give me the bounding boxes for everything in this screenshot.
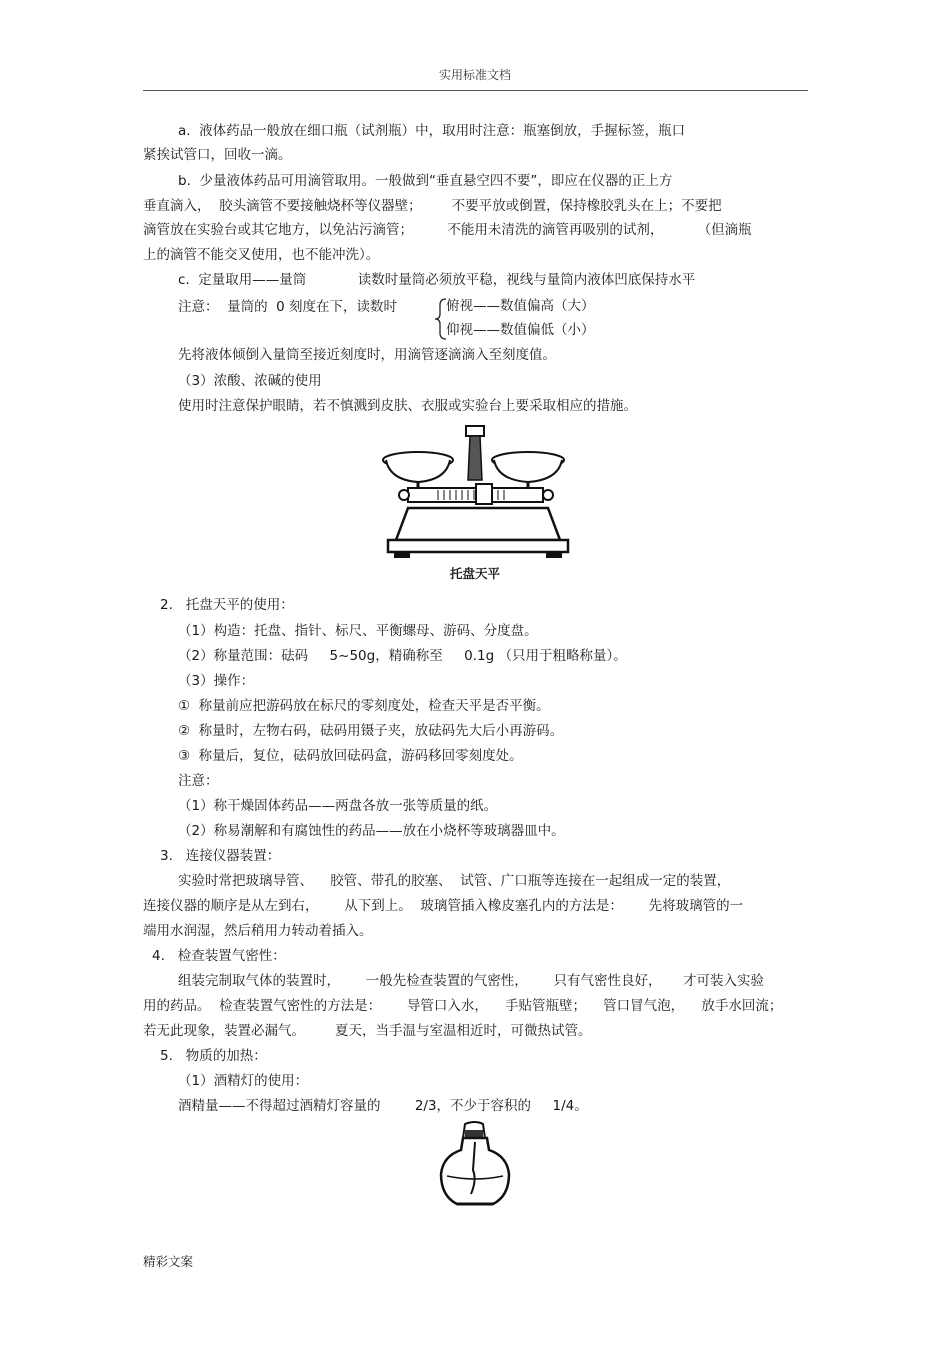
header-rule bbox=[143, 90, 808, 91]
text-line: 连接仪器的顺序是从左到右， 从下到上。 玻璃管插入橡皮塞孔内的方法是： 先将玻璃管的一 bbox=[143, 898, 744, 914]
text-line: c. 定量取用——量筒 读数时量筒必须放平稳，视线与量筒内液体凹底保持水平 bbox=[178, 272, 696, 288]
text-line: （1）酒精灯的使用： bbox=[178, 1073, 309, 1089]
text-line: 使用时注意保护眼睛，若不慎溅到皮肤、衣服或实验台上要采取相应的措施。 bbox=[178, 398, 637, 414]
text-line: 注意： bbox=[178, 773, 219, 789]
text-line: （1）称干燥固体药品——两盘各放一张等质量的纸。 bbox=[178, 798, 498, 814]
text-line: 酒精量——不得超过酒精灯容量的 2/3，不少于容积的 1/4。 bbox=[178, 1098, 588, 1114]
balance-caption: 托盘天平 bbox=[450, 566, 501, 581]
text-line: 垂直滴入， 胶头滴管不要接触烧杯等仪器壁； 不要平放或倒置，保持橡胶乳头在上；不要把 bbox=[143, 198, 722, 214]
text-line: 3. 连接仪器装置： bbox=[160, 848, 281, 864]
text-line: 实验时常把玻璃导管、 胶管、带孔的胶塞、 试管、广口瓶等连接在一起组成一定的装置， bbox=[178, 873, 731, 889]
text-line: （2）称量范围：砝码 5~50g，精确称至 0.1g （只用于粗略称量）。 bbox=[178, 648, 627, 664]
text-line: （1）构造：托盘、指针、标尺、平衡螺母、游码、分度盘。 bbox=[178, 623, 538, 639]
text-line: 2. 托盘天平的使用： bbox=[160, 597, 294, 613]
text-line: 先将液体倾倒入量筒至接近刻度时，用滴管逐滴滴入至刻度值。 bbox=[178, 347, 556, 363]
text-line: 紧挨试管口，回收一滴。 bbox=[143, 147, 292, 163]
text-line: 若无此现象，装置必漏气。 夏天，当手温与室温相近时，可微热试管。 bbox=[143, 1023, 592, 1039]
text-line: 滴管放在实验台或其它地方，以免沾污滴管； 不能用未清洗的滴管再吸别的试剂， （但滴瓶 bbox=[143, 222, 752, 238]
text-line: （2）称易潮解和有腐蚀性的药品——放在小烧杯等玻璃器皿中。 bbox=[178, 823, 565, 839]
text-line: （3）操作： bbox=[178, 673, 255, 689]
text-line: 俯视——数值偏高（大） bbox=[446, 298, 595, 314]
text-line: a. 液体药品一般放在细口瓶（试剂瓶）中，取用时注意：瓶塞倒放，手握标签，瓶口 bbox=[178, 123, 686, 139]
text-line: ② 称量时，左物右码，砝码用镊子夹，放砝码先大后小再游码。 bbox=[178, 723, 564, 739]
balance-illustration bbox=[378, 420, 578, 570]
page-footer: 精彩文案 bbox=[143, 1254, 194, 1269]
page-header: 实用标准文档 bbox=[438, 68, 511, 82]
text-line: 上的滴管不能交叉使用，也不能冲洗）。 bbox=[143, 247, 380, 263]
alcohol-lamp-illustration bbox=[435, 1120, 515, 1210]
text-line: 用的药品。 检查装置气密性的方法是： 导管口入水， 手贴管瓶壁； 管口冒气泡， 放手水回流； bbox=[143, 998, 783, 1014]
text-line: 仰视——数值偏低（小） bbox=[446, 322, 595, 338]
text-line: ① 称量前应把游码放在标尺的零刻度处，检查天平是否平衡。 bbox=[178, 698, 550, 714]
text-line: ③ 称量后，复位，砝码放回砝码盒，游码移回零刻度处。 bbox=[178, 748, 523, 764]
text-line: b. 少量液体药品可用滴管取用。一般做到“垂直悬空四不要”，即应在仪器的正上方 bbox=[178, 173, 673, 189]
brace-icon bbox=[434, 298, 448, 340]
text-line: 5. 物质的加热： bbox=[160, 1048, 267, 1064]
text-line: 组装完制取气体的装置时， 一般先检查装置的气密性， 只有气密性良好， 才可装入实验 bbox=[178, 973, 764, 989]
text-line: 注意： 量筒的 0 刻度在下，读数时 bbox=[178, 299, 398, 315]
text-line: （3）浓酸、浓碱的使用 bbox=[178, 373, 322, 389]
text-line: 4. 检查装置气密性： bbox=[152, 948, 286, 964]
text-line: 端用水润湿，然后稍用力转动着插入。 bbox=[143, 923, 373, 939]
